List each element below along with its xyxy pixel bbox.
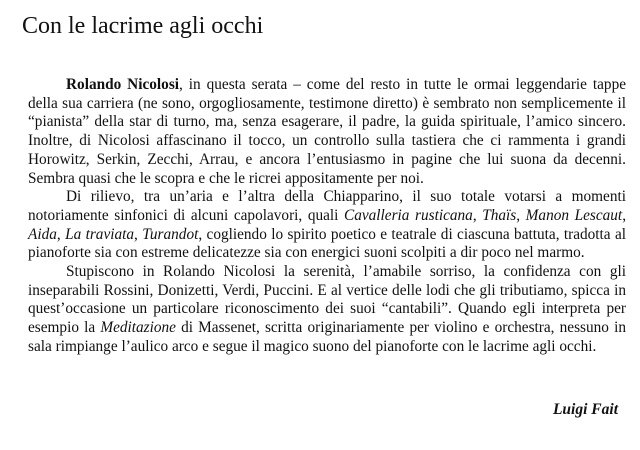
paragraph-3-text-b: di Massenet, scritta originariamente per violino e orchestra, nessuno in sala rimpiange l’aulico arco e segue il magico suono del pianoforte con le lacrime agli occhi.: [28, 319, 627, 355]
paragraph-2-text-b: , cogliendo lo spirito poetico e teatrale di ciascuna battuta, tradotta al pianoforte sia con estreme delicatezze sia con energici suoni scolpiti a dir poco nel marmo.: [28, 225, 626, 262]
opera-title: Aida: [28, 225, 57, 243]
separator: ,: [472, 206, 483, 224]
work-title: Meditazione: [100, 319, 176, 337]
paragraph-3: [28, 263, 626, 357]
opera-title: La traviata: [65, 225, 135, 243]
paragraph-1: [28, 76, 626, 188]
opera-title: Turandot: [142, 225, 199, 243]
opera-title: Manon Lescaut: [525, 206, 623, 224]
performer-name: Rolando Nicolosi: [66, 76, 180, 93]
paragraph-1-text: , in questa serata – come del resto in tutte le ormai leggendarie tappe della sua carriera (ne sono, orgogliosamente, testimone diretto) è sembrato non semplicemente il “pianista” della star di turno, ma, senza esagerare, il padre, la guida spirituale, l’amico sincero. Inoltre, di Nicolosi affascinano il tocco, un controllo sulla tastiera che ci rammenta i grandi Horowitz, Serkin, Zecchi, Arrau, e ancora l’entusiasmo in pagine che lui suona da decenni. Sembra quasi che le scopra e che le ricrei appositamente per noi.: [28, 76, 627, 187]
opera-title: Thaïs: [482, 206, 517, 224]
article-title: Con le lacrime agli occhi: [22, 13, 264, 39]
paragraph-2-text-a: Di rilievo, tra un’aria e l’altra della Chiapparino, il suo totale votarsi a momenti notoriamente sinfonici di alcuni capolavori, quali: [28, 188, 626, 224]
separator: ,: [56, 225, 66, 243]
paragraph-3-text-a: Stupiscono in Rolando Nicolosi la serenità, l’amabile sorriso, la confidenza con gli inseparabili Rossini, Donizetti, Verdi, Puccini. E al vertice delle lodi che gli tributiamo, spicca in quest’occasione un particolare riconoscimento dei suoi “cantabili”. Quando egli interpreta per esempio la: [28, 263, 626, 337]
separator: ,: [134, 225, 143, 243]
opera-title: Cavalleria rusticana: [344, 206, 473, 224]
separator: ,: [516, 206, 526, 224]
author-signature: Luigi Fait: [552, 401, 618, 418]
separator: ,: [622, 206, 627, 224]
article-body: [28, 76, 626, 357]
paragraph-2: [28, 188, 626, 263]
